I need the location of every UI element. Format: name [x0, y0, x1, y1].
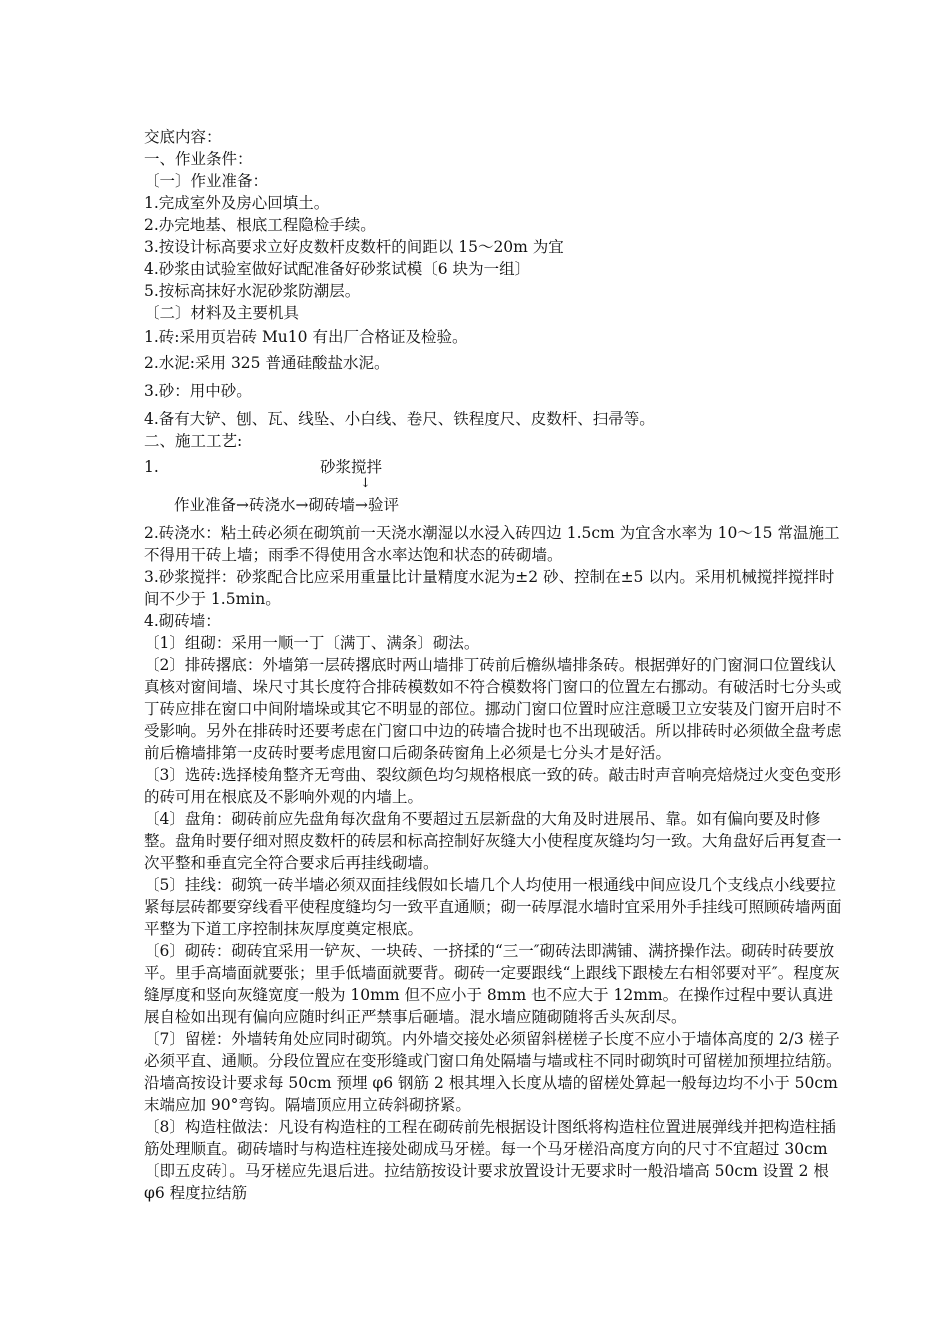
paragraph-mortar-mixing: 3.砂浆搅拌：砂浆配合比应采用重量比计量精度水泥为±2 砂、控制在±5 以内。采用机械搅拌搅拌时间不少于 1.5min。 [144, 568, 835, 608]
doc-header: 交底内容： [144, 128, 222, 146]
prep-item: 4.砂浆由试验室做好试配准备好砂浆试模〔6 块为一组〕 [144, 260, 531, 278]
prep-item: 1.完成室外及房心回填土。 [144, 194, 330, 212]
section-1-2-title: 〔二〕材料及主要机具 [144, 304, 300, 322]
prep-item: 3.按设计标高要求立好皮数杆皮数杆的间距以 15～20m 为宜 [144, 238, 564, 256]
process-flow [144, 456, 844, 522]
masonry-item: 〔1〕组砌：采用一顺一丁〔满丁、满条〕砌法。 [144, 634, 480, 652]
flow-number: 1. [144, 458, 159, 476]
masonry-item: 〔6〕砌砖：砌砖宜采用一铲灰、一块砖、一挤揉的“三一″砌砖法即满铺、满挤操作法。砌砖时砖要放平。里手高墙面就要张；里手低墙面就要背。砌砖一定要跟线“上跟线下跟棱左右相邻要对平″。程度灰缝厚度和竖向灰缝宽度一般为 10mm 但不应小于 8mm 也不应大于 12mm。在操作过程中要认真进展自检如出现有偏向应随时纠正严禁事后砸墙。混水墙应随砌随将舌头灰刮尽。 [144, 942, 840, 1026]
paragraph-brick-wall-title: 4.砌砖墙： [144, 612, 221, 630]
material-item: 2.水泥:采用 325 普通硅酸盐水泥。 [144, 354, 390, 372]
flow-mortar-mixing: 砂浆搅拌 [320, 458, 383, 476]
masonry-item: 〔7〕留槎：外墙转角处应同时砌筑。内外墙交接处必须留斜槎槎子长度不应小于墙体高度的 2/3 槎子必须平直、通顺。分段位置应在变形缝或门窗口角处隔墙与墙或柱不同时砌筑时可留槎加预埋拉结筋。沿墙高按设计要求每 50cm 预埋 φ6 钢筋 2 根其埋入长度从墙的留槎处算起一般每边均不小于 50cm 末端应加 90°弯钩。隔墙顶应用立砖斜砌挤紧。 [144, 1030, 842, 1114]
section-1-1-title: 〔一〕作业准备： [144, 172, 269, 190]
material-item: 4.备有大铲、刨、瓦、线坠、小白线、卷尺、铁程度尺、皮数杆、扫帚等。 [144, 410, 655, 428]
section-1-title: 一、作业条件： [144, 150, 253, 168]
down-arrow-icon: ↓ [360, 476, 371, 491]
masonry-item: 〔4〕盘角：砌砖前应先盘角每次盘角不要超过五层新盘的大角及时进展吊、靠。如有偏向要及时修整。盘角时要仔细对照皮数杆的砖层和标高控制好灰缝大小使程度灰缝均匀一致。大角盘好后再复查一次平整和垂直完全符合要求后再挂线砌墙。 [144, 810, 842, 872]
section-2-title: 二、施工工艺: [144, 432, 243, 450]
masonry-item: 〔3〕选砖:选择棱角整齐无弯曲、裂纹颜色均匀规格根底一致的砖。敲击时声音响亮焙烧过火变色变形的砖可用在根底及不影响外观的内墙上。 [144, 766, 842, 806]
document-body [144, 126, 844, 1204]
masonry-item: 〔5〕挂线：砌筑一砖半墙必须双面挂线假如长墙几个人均使用一根通线中间应设几个支线点小线要拉紧每层砖都要穿线看平使程度缝均匀一致平直通顺；砌一砖厚混水墙时宜采用外手挂线可照顾砖墙两面平整为下道工序控制抹灰厚度奠定根底。 [144, 876, 842, 938]
prep-item: 5.按标高抹好水泥砂浆防潮层。 [144, 282, 361, 300]
material-item: 3.砂：用中砂。 [144, 382, 252, 400]
masonry-item: 〔2〕排砖撂底：外墙第一层砖撂底时两山墙排丁砖前后檐纵墙排条砖。根据弹好的门窗洞口位置线认真核对窗间墙、垛尺寸其长度符合排砖模数如不符合模数将门窗口的位置左右挪动。有破活时七分头或丁砖应排在窗口中间附墙垛或其它不明显的部位。挪动门窗口位置时应注意暖卫立安装及门窗开启时不受影响。另外在排砖时还要考虑在门窗口中边的砖墙合拢时也不出现破活。所以排砖时必须做全盘考虑前后檐墙排第一皮砖时要考虑甩窗口后砌条砖窗角上必须是七分头才是好活。 [144, 656, 842, 762]
paragraph-brick-watering: 2.砖浇水：粘土砖必须在砌筑前一天浇水潮湿以水浸入砖四边 1.5cm 为宜含水率为 10～15 常温施工不得用干砖上墙；雨季不得使用含水率达饱和状态的砖砌墙。 [144, 524, 840, 564]
masonry-item: 〔8〕构造柱做法：凡设有构造柱的工程在砌砖前先根据设计图纸将构造柱位置进展弹线并把构造柱插筋处理顺直。砌砖墙时与构造柱连接处砌成马牙槎。每一个马牙槎沿高度方向的尺寸不宜超过 30cm〔即五皮砖〕。马牙槎应先退后进。拉结筋按设计要求放置设计无要求时一般沿墙高 50cm 设置 2 根 φ6 程度拉结筋 [144, 1118, 836, 1202]
material-item: 1.砖:采用页岩砖 Mu10 有出厂合格证及检验。 [144, 328, 468, 346]
flow-steps: 作业准备→砖浇水→砌砖墙→验评 [174, 496, 399, 514]
prep-item: 2.办完地基、根底工程隐检手续。 [144, 216, 376, 234]
